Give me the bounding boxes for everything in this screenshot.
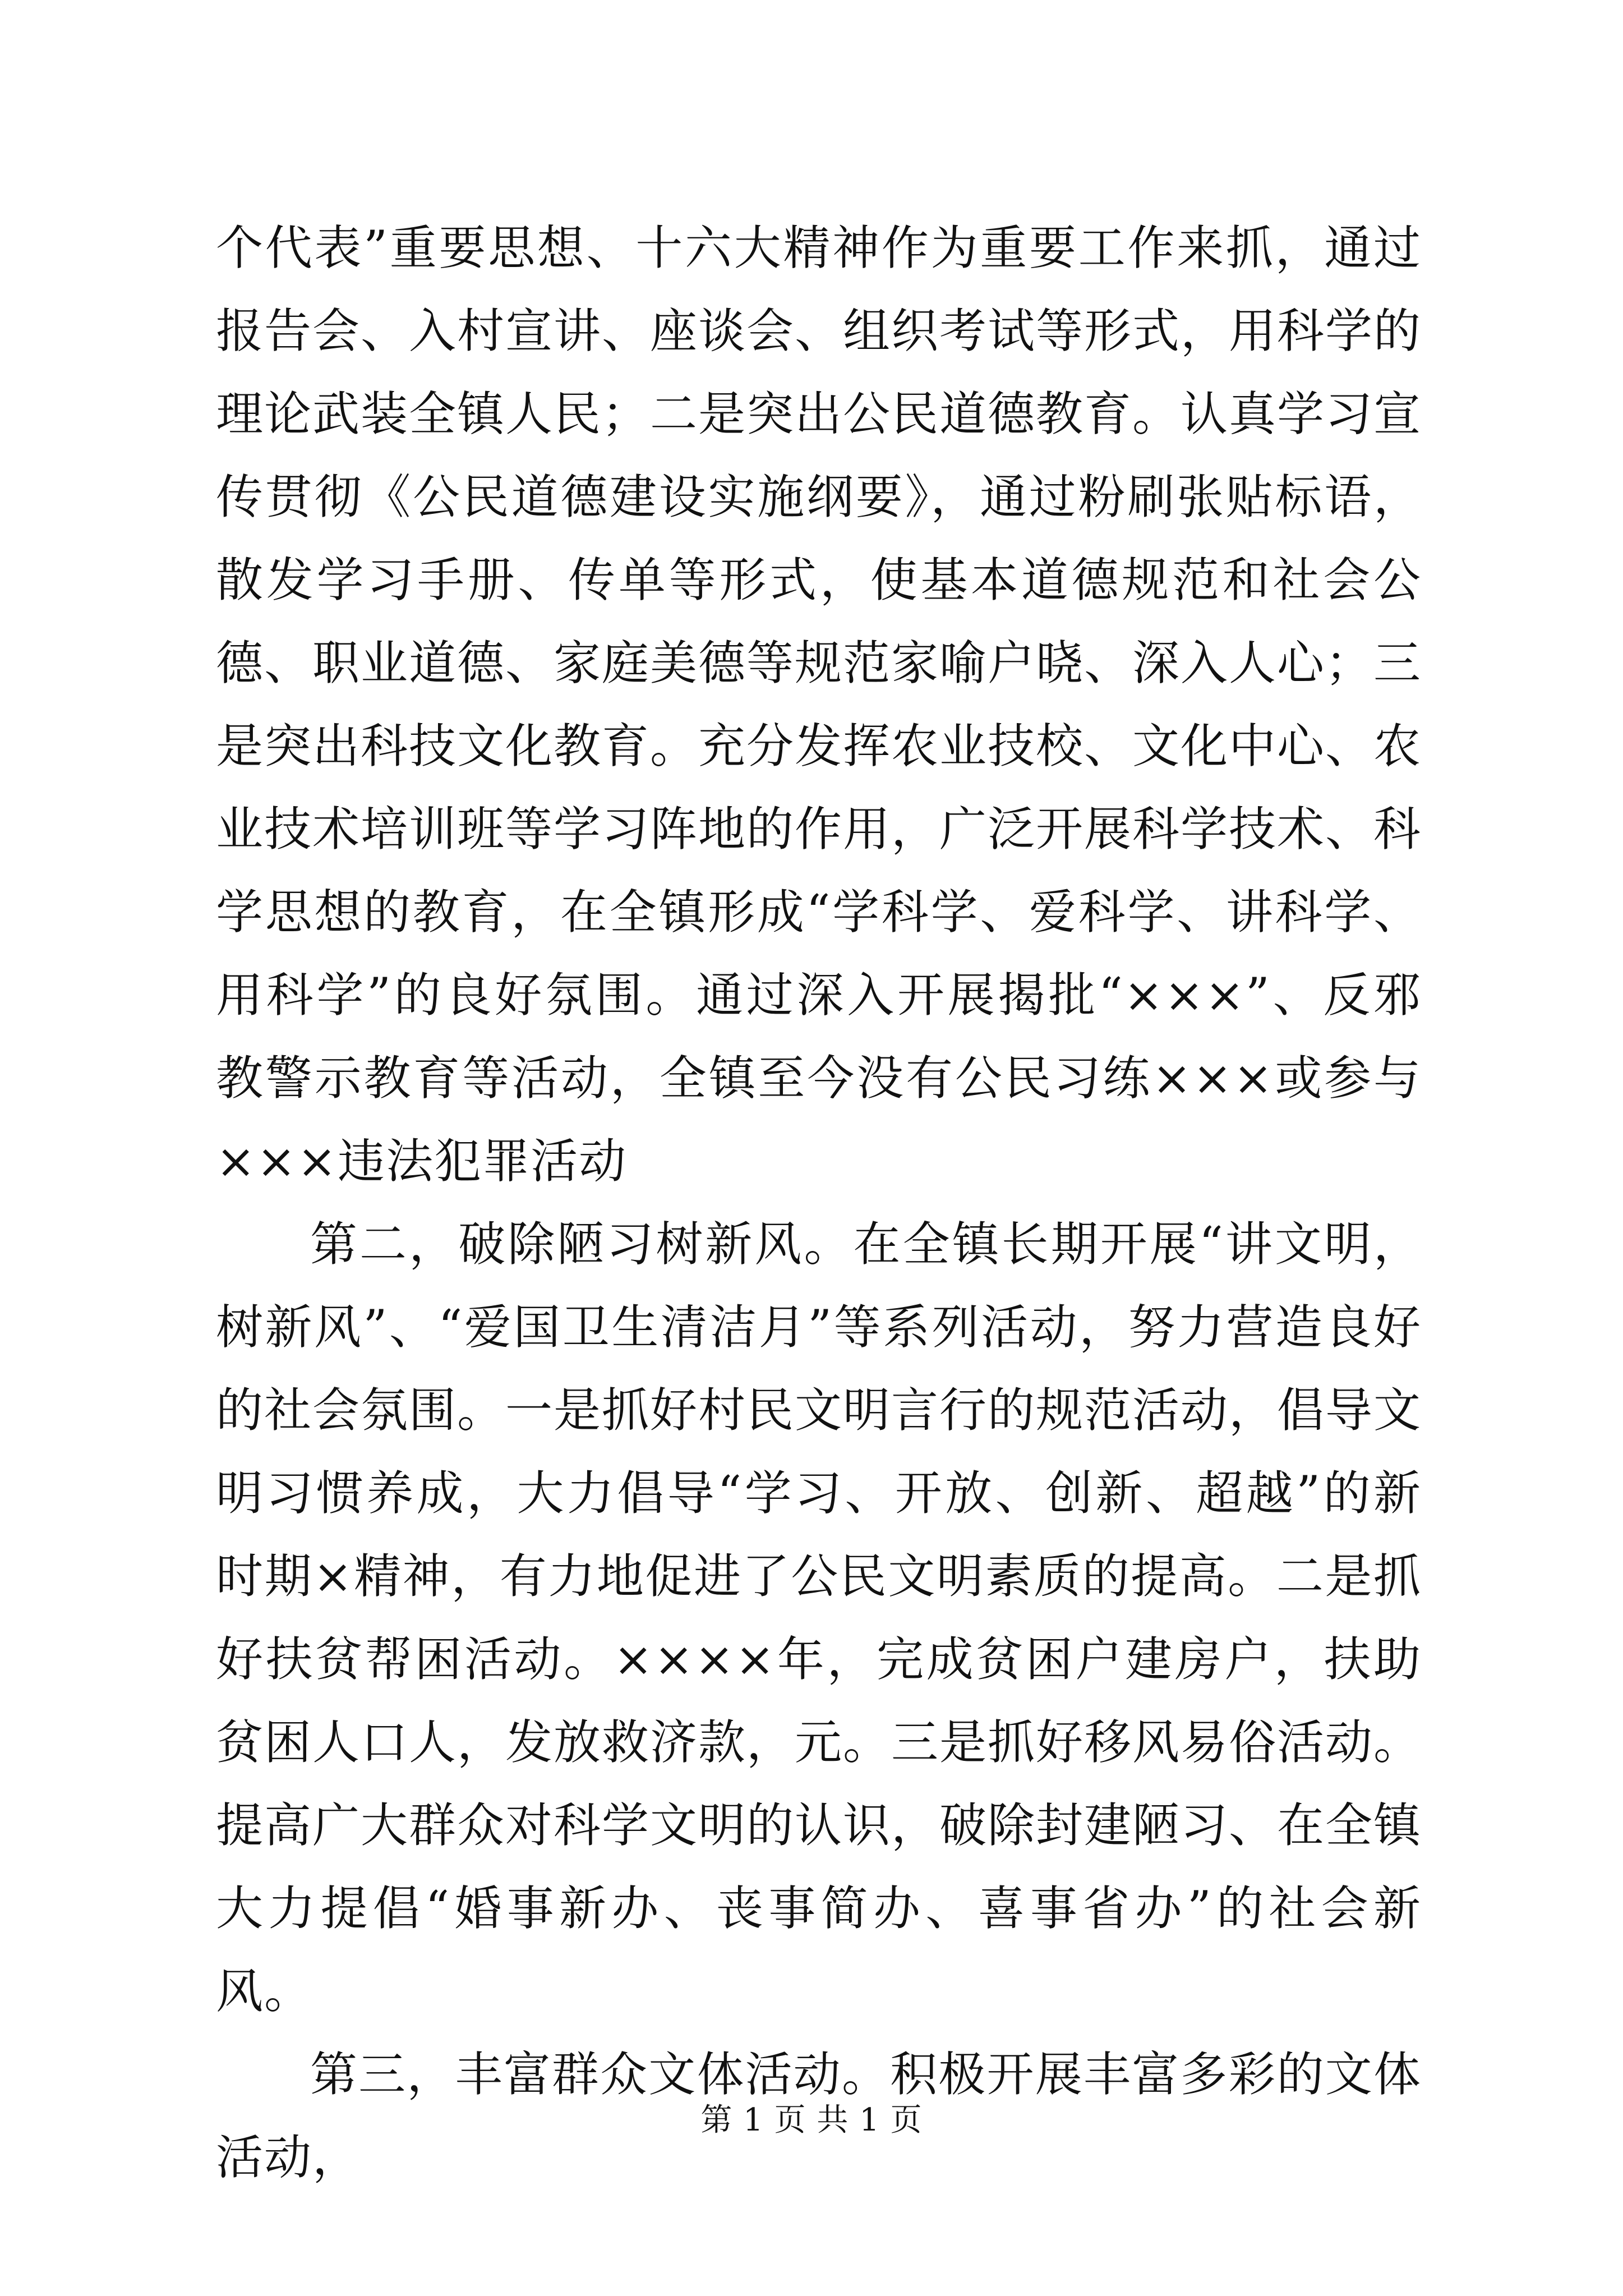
paragraph-2: 第二，破除陋习树新风。在全镇长期开展“讲文明，树新风”、“爱国卫生清洁月”等系列活动，努力营造良好的社会氛围。一是抓好村民文明言行的规范活动，倡导文明习惯养成，大力倡导“学习、开放、创新、超越”的新时期×精神，有力地促进了公民文明素质的提高。二是抓好扶贫帮困活动。××××年，完成贫困户建房户，扶助贫困人口人，发放救济款，元。三是抓好移风易俗活动。提高广大群众对科学文明的认识，破除封建陋习、在全镇大力提倡“婚事新办、丧事简办、喜事省办”的社会新风。 <box>216 1217 1422 2019</box>
page-footer: 第 1 页 共 1 页 <box>700 2102 923 2138</box>
paragraph-3: 第三，丰富群众文体活动。积极开展丰富多彩的文体活动， <box>216 2047 1422 2185</box>
document-body <box>216 206 1422 2199</box>
paragraph-1: 个代表”重要思想、十六大精神作为重要工作来抓，通过报告会、入村宣讲、座谈会、组织考试等形式，用科学的理论武装全镇人民；二是突出公民道德教育。认真学习宣传贯彻《公民道德建设实施纲要》，通过粉刷张贴标语，散发学习手册、传单等形式，使基本道德规范和社会公德、职业道德、家庭美德等规范家喻户晓、深入人心；三是突出科技文化教育。充分发挥农业技校、文化中心、农业技术培训班等学习阵地的作用，广泛开展科学技术、科学思想的教育，在全镇形成“学科学、爱科学、讲科学、用科学”的良好氛围。通过深入开展揭批“×××”、反邪教警示教育等活动，全镇至今没有公民习练×××或参与×××违法犯罪活动 <box>216 220 1422 1189</box>
